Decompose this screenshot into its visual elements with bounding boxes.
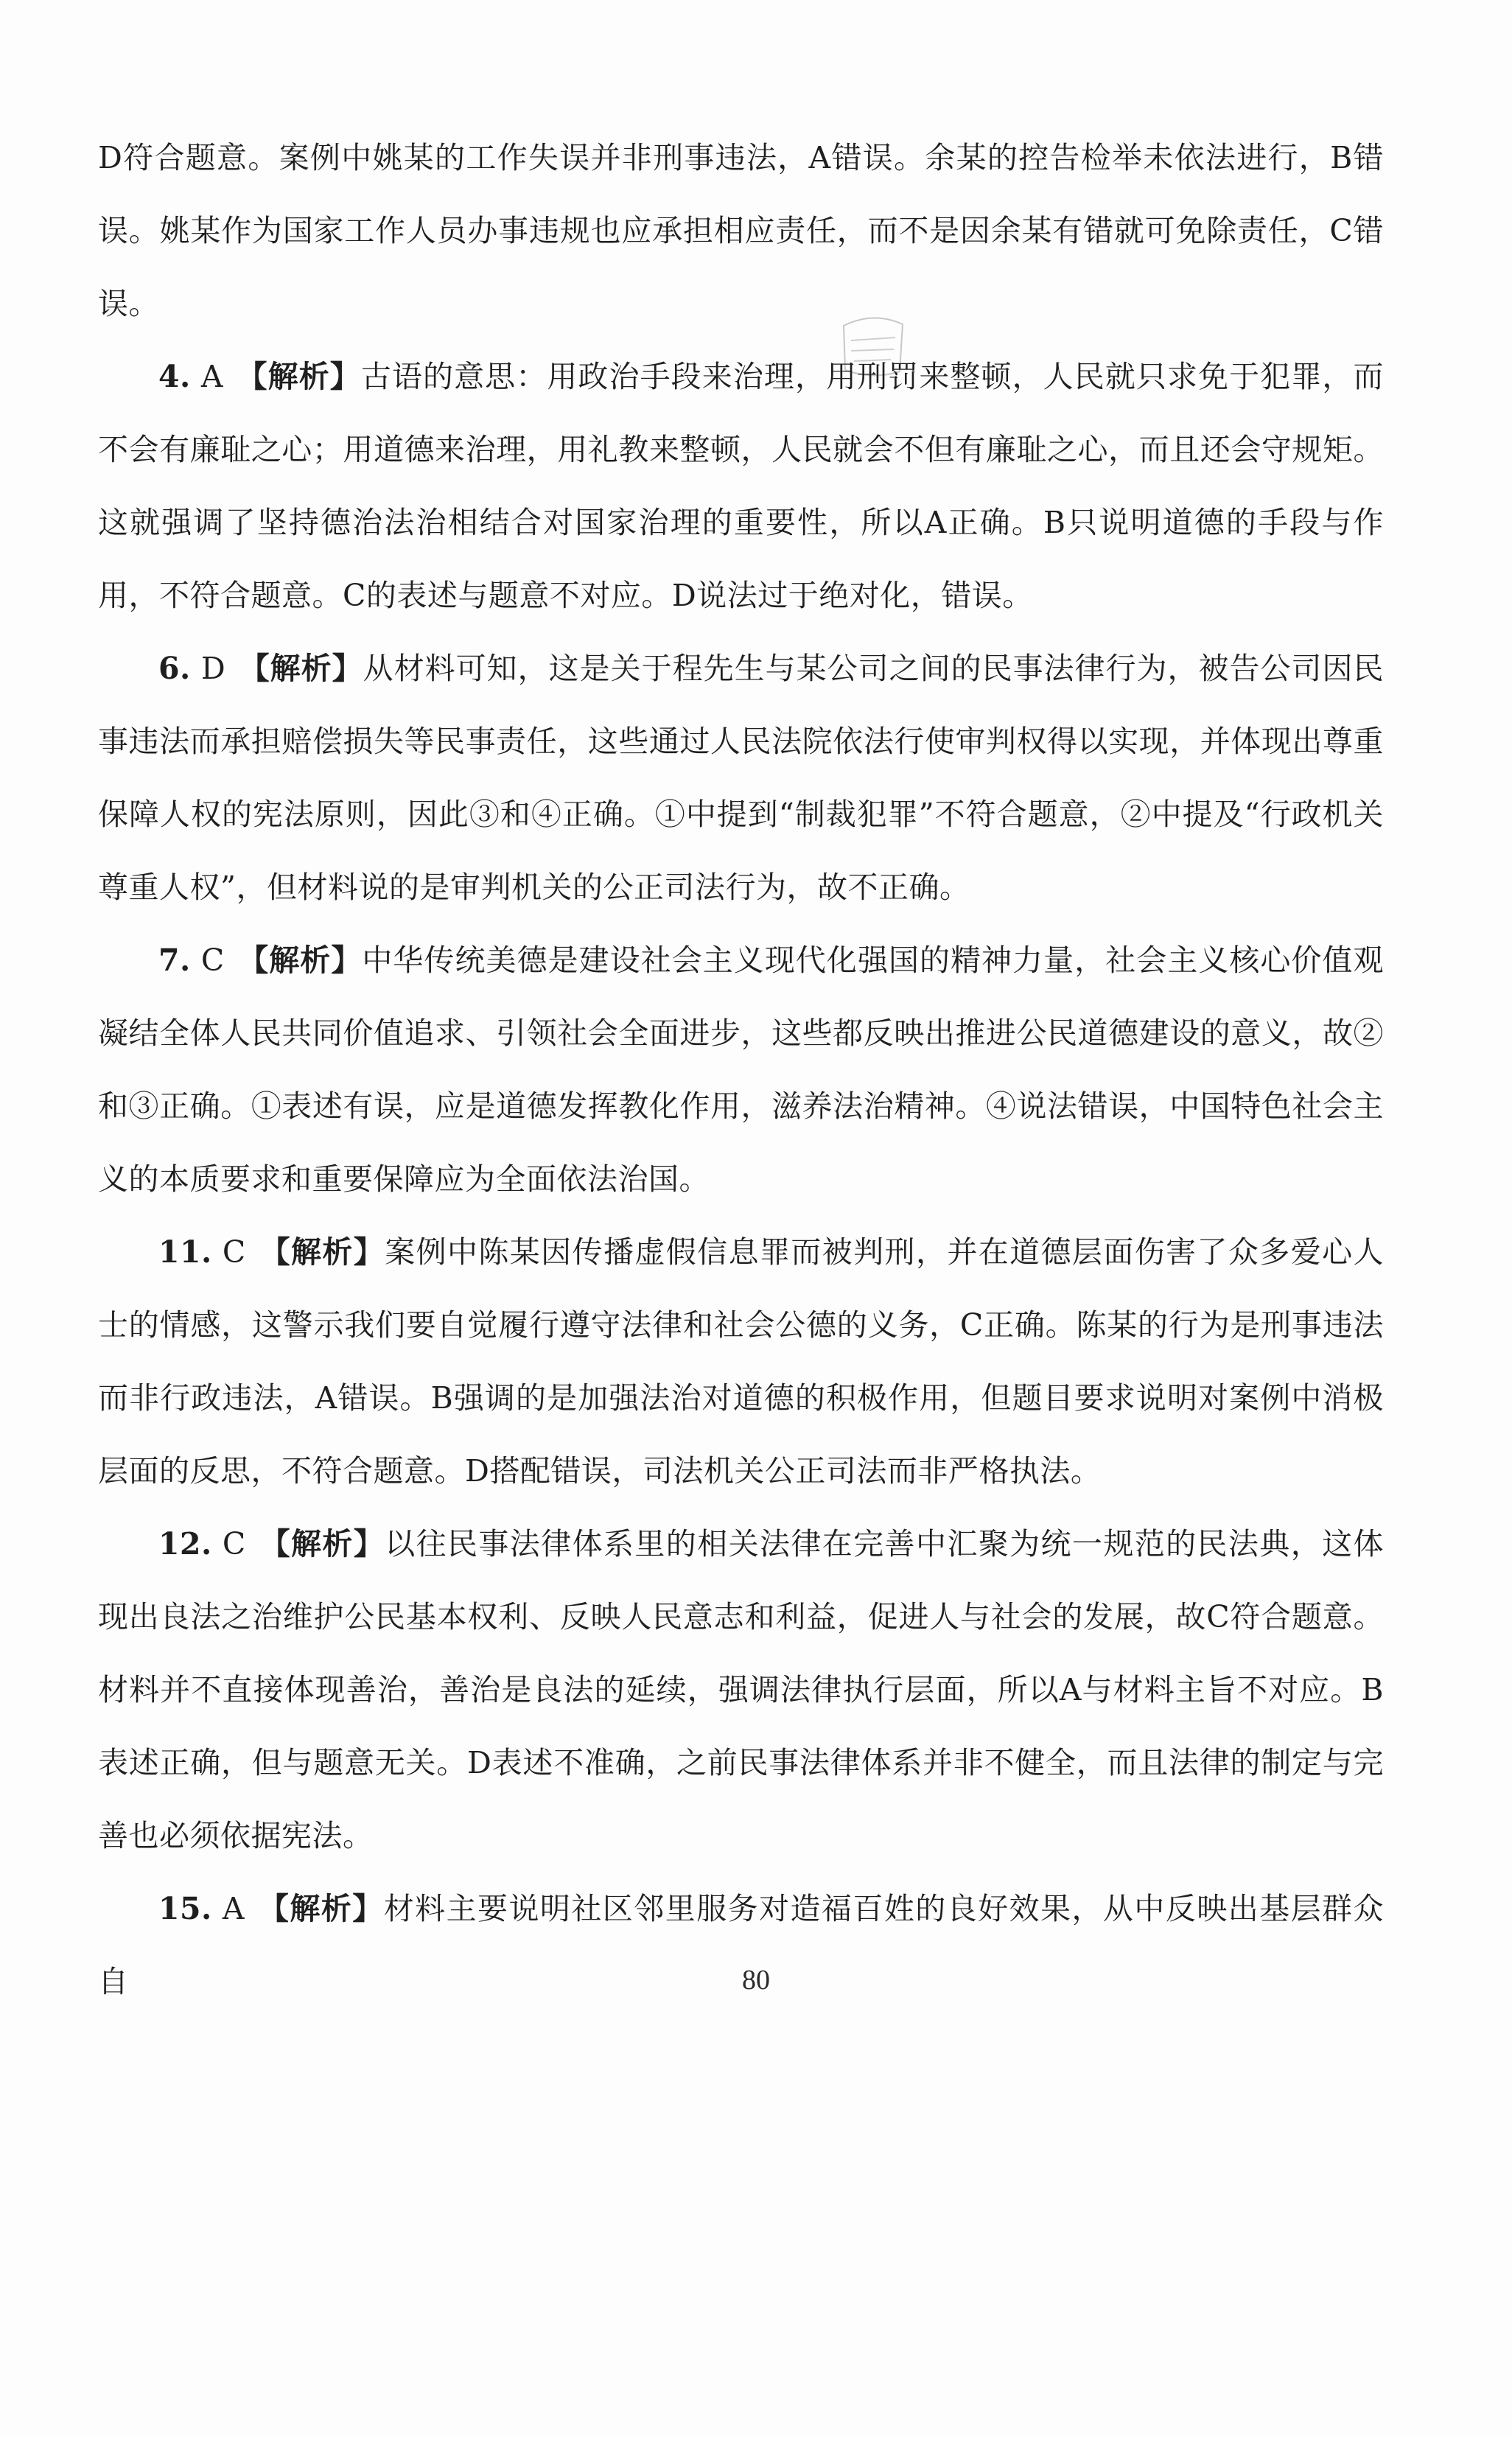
analysis-tag: 【解析】 (237, 943, 363, 978)
page-number: 80 (742, 1965, 770, 1996)
answer-choice: C (200, 943, 225, 978)
paragraph-text: 材料主要说明社区邻里服务对造福百姓的良好效果，从中反映出基层群众自 (98, 1891, 1385, 1999)
paragraph-text: 从材料可知，这是关于程先生与某公司之间的民事法律行为，被告公司因民事违法而承担赔偿损失等民事责任，这些通过人民法院依法行使审判权得以实现，并体现出尊重保障人权的宪法原则，因此③和④正确。①中提到“制裁犯罪”不符合题意，②中提及“行政机关尊重人权”，但材料说的是审判机关的公正司法行为，故不正确。 (98, 651, 1385, 905)
explanation-text-block (98, 122, 1384, 2018)
paragraph-text: 案例中陈某因传播虚假信息罪而被判刑，并在道德层面伤害了众多爱心人士的情感，这警示我们要自觉履行遵守法律和社会公德的义务，C正确。陈某的行为是刑事违法而非行政违法，A错误。B强调的是加强法治对道德的积极作用，但题目要求说明对案例中消极层面的反思，不符合题意。D搭配错误，司法机关公正司法而非严格执法。 (98, 1234, 1384, 1489)
question-number: 15. (158, 1891, 212, 1926)
question-number: 11. (158, 1234, 212, 1270)
analysis-tag: 【解析】 (259, 1234, 385, 1270)
paragraph-question-4 (98, 340, 1384, 632)
answer-choice: C (222, 1234, 246, 1270)
paragraph-text: 以往民事法律体系里的相关法律在完善中汇聚为统一规范的民法典，这体现出良法之治维护公民基本权利、反映人民意志和利益，促进人与社会的发展，故C符合题意。材料并不直接体现善治，善治是良法的延续，强调法律执行层面，所以A与材料主旨不对应。B表述正确，但与题意无关。D表述不准确，之前民事法律体系并非不健全，而且法律的制定与完善也必须依据宪法。 (98, 1526, 1384, 1853)
paragraph-continued (98, 122, 1384, 340)
paragraph-question-7 (98, 924, 1384, 1216)
paragraph-text: D符合题意。案例中姚某的工作失误并非刑事违法，A错误。余某的控告检举未依法进行，B错误。姚某作为国家工作人员办事违规也应承担相应责任，而不是因余某有错就可免除责任，C错误。 (98, 140, 1384, 321)
paragraph-text: 中华传统美德是建设社会主义现代化强国的精神力量，社会主义核心价值观凝结全体人民共同价值追求、引领社会全面进步，这些都反映出推进公民道德建设的意义，故②和③正确。①表述有误，应是道德发挥教化作用，滋养法治精神。④说法错误，中国特色社会主义的本质要求和重要保障应为全面依法治国。 (98, 943, 1385, 1197)
answer-choice: D (200, 651, 226, 686)
paragraph-question-11 (98, 1216, 1384, 1508)
answer-choice: C (222, 1526, 246, 1562)
analysis-tag: 【解析】 (257, 1891, 384, 1926)
answer-choice: A (200, 359, 223, 394)
paragraph-text: 古语的意思：用政治手段来治理，用刑罚来整顿，人民就只求免于犯罪，而不会有廉耻之心；用道德来治理，用礼教来整顿，人民就会不但有廉耻之心，而且还会守规矩。这就强调了坚持德治法治相结合对国家治理的重要性，所以A正确。B只说明道德的手段与作用，不符合题意。C的表述与题意不对应。D说法过于绝对化，错误。 (98, 359, 1385, 613)
question-number: 4. (158, 359, 191, 394)
question-number: 6. (158, 651, 191, 686)
analysis-tag: 【解析】 (259, 1526, 385, 1562)
paragraph-question-12 (98, 1508, 1384, 1873)
analysis-tag: 【解析】 (239, 651, 363, 686)
answer-choice: A (222, 1891, 245, 1926)
paragraph-question-6 (98, 632, 1384, 924)
paragraph-question-15 (98, 1873, 1384, 2018)
question-number: 12. (158, 1526, 212, 1562)
question-number: 7. (158, 943, 191, 978)
analysis-tag: 【解析】 (236, 359, 361, 394)
